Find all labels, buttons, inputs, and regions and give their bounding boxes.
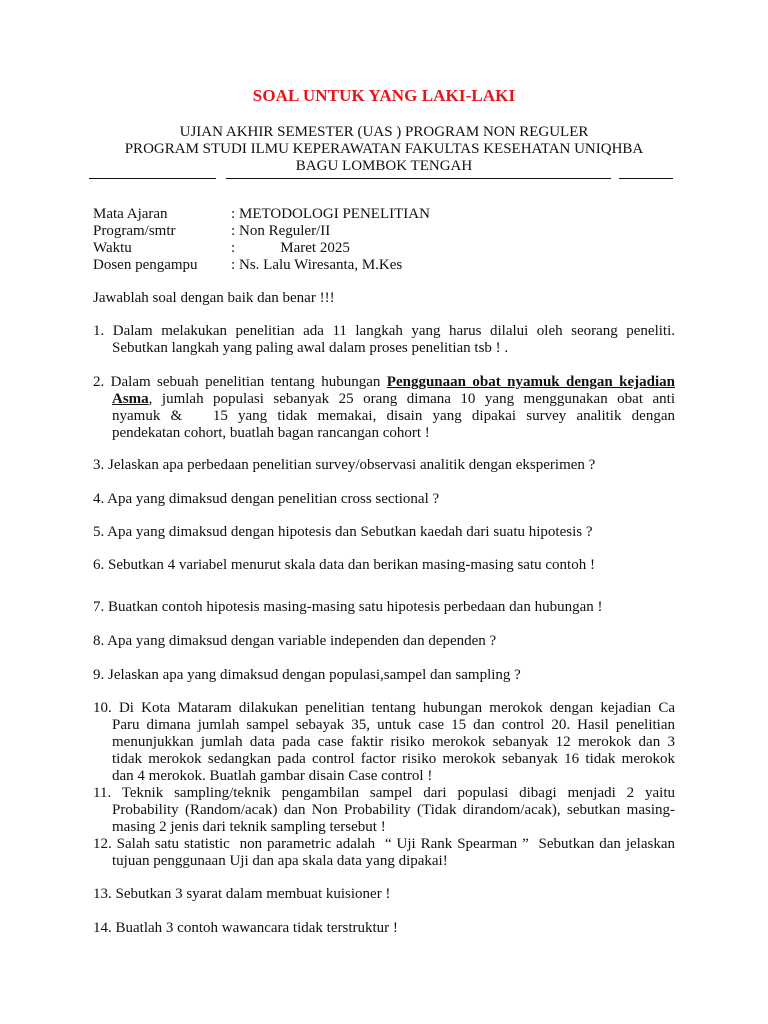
question-2-line-4: pendekatan cohort, buatlah bagan rancangan cohort ! bbox=[112, 425, 430, 441]
page-title: SOAL UNTUK YANG LAKI-LAKI bbox=[252, 86, 516, 105]
question-10-line-4: tidak merokok sedangkan pada control factor risiko merokok sebanyak 16 tidak merokok bbox=[112, 751, 675, 767]
info-value: Ns. Lalu Wiresanta, M.Kes bbox=[239, 257, 403, 273]
question-2-topic-end: Asma bbox=[112, 391, 149, 407]
question-9: 9. Jelaskan apa yang dimaksud dengan populasi,sampel dan sampling ? bbox=[93, 667, 521, 683]
question-7: 7. Buatkan contoh hipotesis masing-masing satu hipotesis perbedaan dan hubungan ! bbox=[93, 599, 603, 615]
question-10-line-3: menunjukkan jumlah data pada case faktir risiko merokok sebanyak 12 merokok dan 3 bbox=[112, 734, 675, 750]
question-1-line-2: Sebutkan langkah yang paling awal dalam proses penelitian tsb ! . bbox=[112, 340, 509, 356]
info-value: Maret 2025 bbox=[239, 240, 350, 256]
question-11 bbox=[93, 785, 675, 836]
question-2-line-3: nyamuk & 15 yang tidak memakai, disain yang dipakai survey analitik dengan bbox=[112, 408, 675, 424]
question-10-line-5: dan 4 merokok. Buatlah gambar disain Case control ! bbox=[112, 768, 433, 784]
question-2-topic: Penggunaan obat nyamuk dengan kejadian bbox=[386, 374, 675, 390]
question-2-line-2-rest: , jumlah populasi sebanyak 25 orang dimana 10 yang menggunakan obat anti bbox=[148, 391, 675, 407]
question-2 bbox=[93, 374, 675, 442]
question-10-line-1: 10. Di Kota Mataram dilakukan penelitian tentang hubungan merokok dengan kejadian Ca bbox=[93, 700, 675, 716]
info-separator: : bbox=[231, 257, 236, 273]
info-label: Dosen pengampu bbox=[93, 257, 198, 273]
question-10-line-2: Paru dimana jumlah sampel sebayak 35, untuk case 15 dan control 20. Hasil penelitian bbox=[112, 717, 675, 733]
info-label: Waktu bbox=[93, 240, 132, 256]
info-label: Mata Ajaran bbox=[93, 206, 168, 222]
question-2-prefix: 2. Dalam sebuah penelitian tentang hubungan bbox=[93, 374, 387, 390]
header-divider bbox=[89, 178, 673, 179]
question-2-line-1 bbox=[93, 374, 675, 391]
question-3: 3. Jelaskan apa perbedaan penelitian survey/observasi analitik dengan eksperimen ? bbox=[93, 457, 596, 473]
question-4: 4. Apa yang dimaksud dengan penelitian cross sectional ? bbox=[93, 491, 440, 507]
info-separator: : bbox=[231, 206, 236, 222]
question-12 bbox=[93, 836, 675, 870]
question-11-line-3: masing 2 jenis dari teknik sampling tersebut ! bbox=[112, 819, 386, 835]
question-8: 8. Apa yang dimaksud dengan variable independen dan dependen ? bbox=[93, 633, 497, 649]
instruction: Jawablah soal dengan baik dan benar !!! bbox=[93, 290, 335, 306]
question-12-line-2: tujuan penggunaan Uji dan apa skala data yang dipakai! bbox=[112, 853, 448, 869]
question-10 bbox=[93, 700, 675, 785]
info-value: Non Reguler/II bbox=[239, 223, 331, 239]
question-1-line-1: 1. Dalam melakukan penelitian ada 11 langkah yang harus dilalui oleh seorang peneliti. bbox=[93, 323, 675, 339]
info-value: METODOLOGI PENELITIAN bbox=[239, 206, 430, 222]
question-5: 5. Apa yang dimaksud dengan hipotesis dan Sebutkan kaedah dari suatu hipotesis ? bbox=[93, 524, 593, 540]
question-1 bbox=[93, 323, 675, 357]
question-6: 6. Sebutkan 4 variabel menurut skala data dan berikan masing-masing satu contoh ! bbox=[93, 557, 595, 573]
header-line-3: BAGU LOMBOK TENGAH bbox=[295, 158, 473, 174]
question-13: 13. Sebutkan 3 syarat dalam membuat kuisioner ! bbox=[93, 886, 391, 902]
question-11-line-2: Probability (Random/acak) dan Non Probability (Tidak dirandom/acak), sebutkan masing- bbox=[112, 802, 675, 818]
question-14: 14. Buatlah 3 contoh wawancara tidak terstruktur ! bbox=[93, 920, 398, 936]
info-separator: : bbox=[231, 240, 236, 256]
question-12-line-1: 12. Salah satu statistic non parametric adalah “ Uji Rank Spearman ” Sebutkan dan jelaskan bbox=[93, 836, 675, 852]
info-label: Program/smtr bbox=[93, 223, 176, 239]
header-line-1: UJIAN AKHIR SEMESTER (UAS ) PROGRAM NON REGULER bbox=[179, 124, 589, 140]
question-2-line-2 bbox=[93, 391, 675, 408]
header-line-2: PROGRAM STUDI ILMU KEPERAWATAN FAKULTAS KESEHATAN UNIQHBA bbox=[124, 141, 644, 157]
info-separator: : bbox=[231, 223, 236, 239]
question-11-line-1: 11. Teknik sampling/teknik pengambilan sampel dari populasi dibagi menjadi 2 yaitu bbox=[93, 785, 675, 801]
